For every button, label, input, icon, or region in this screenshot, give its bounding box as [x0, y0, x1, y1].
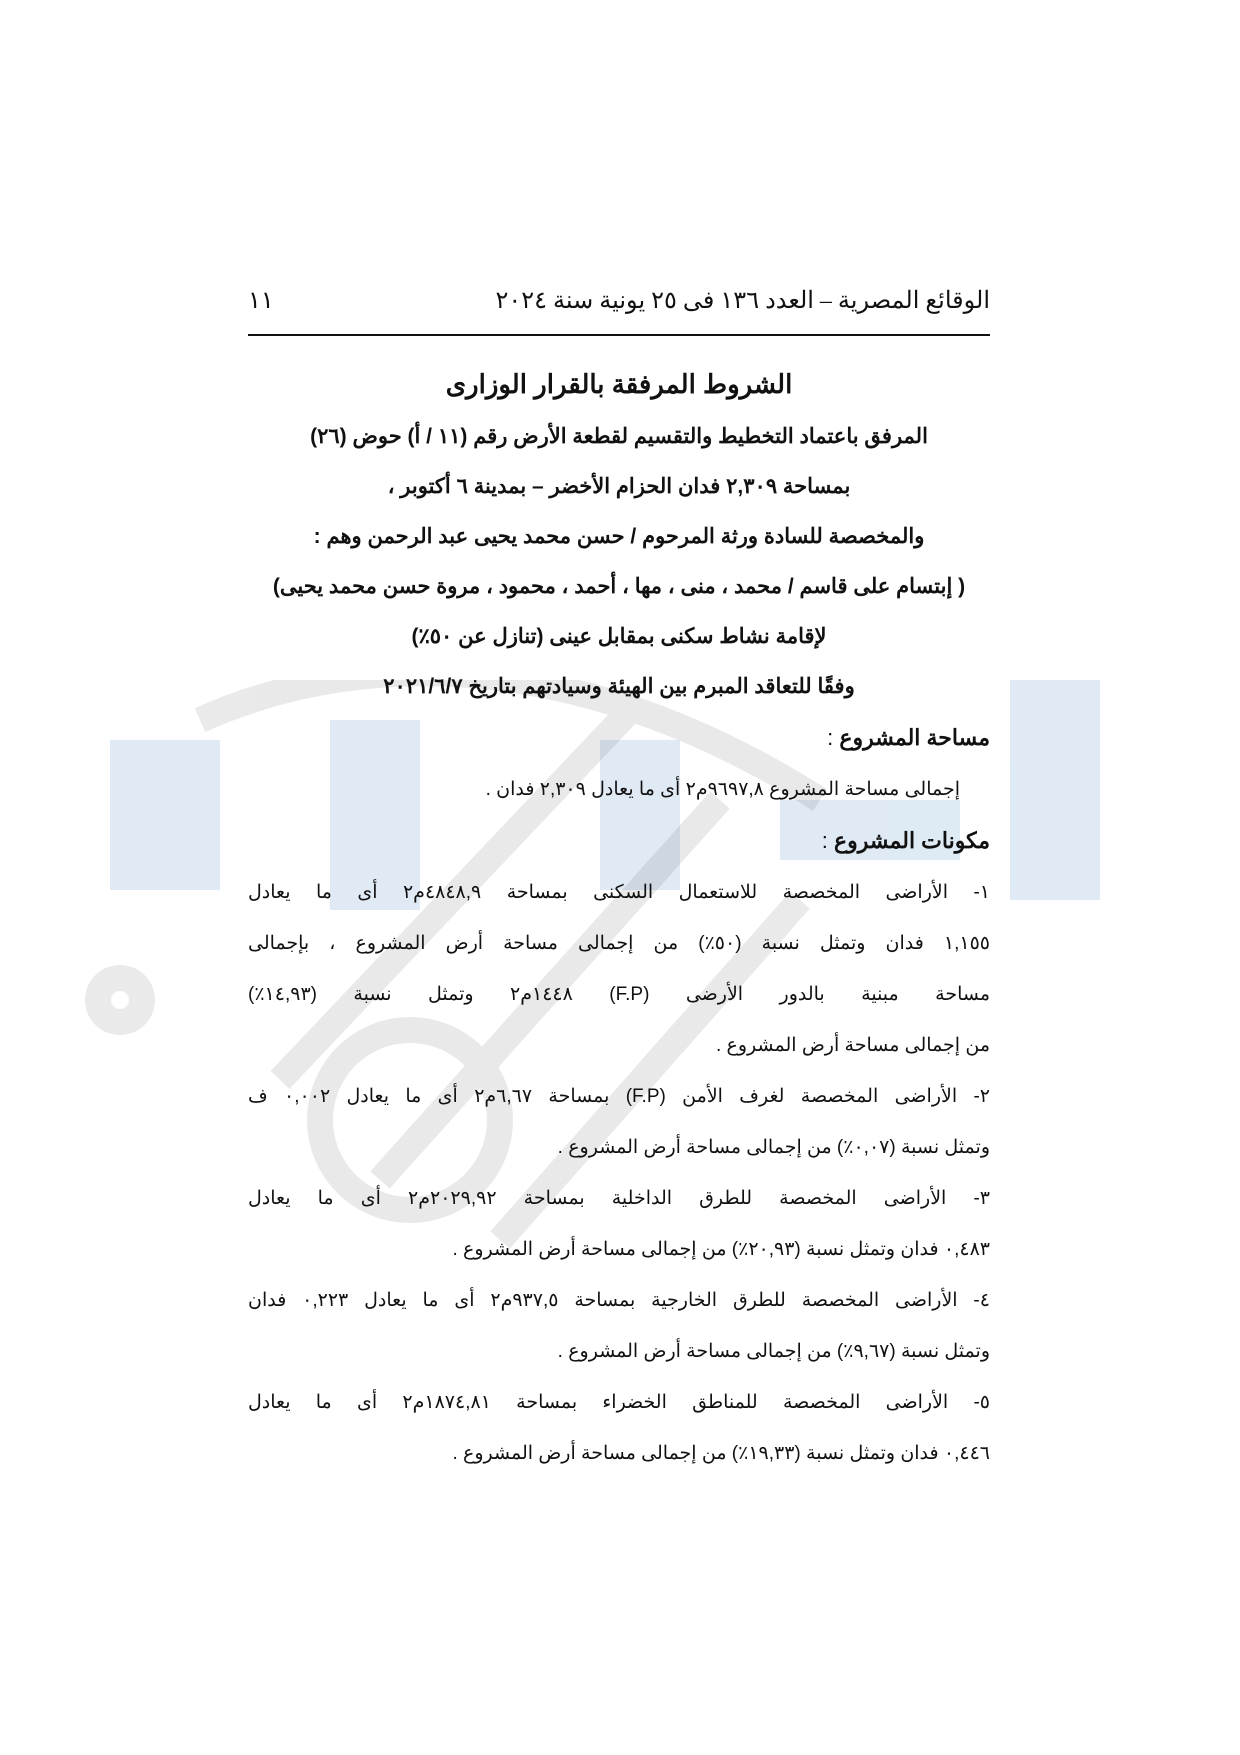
section-heading-project-area	[248, 712, 990, 764]
page-number: ١١	[248, 288, 274, 314]
component-line: وتمثل نسبة (٠,٠٧٪) من إجمالى مساحة أرض المشروع .	[557, 1137, 990, 1158]
main-title: الشروط المرفقة بالقرار الوزارى	[445, 369, 793, 399]
intro-line: لإقامة نشاط سكنى بمقابل عينى (تنازل عن ٥٠٪)	[411, 625, 827, 648]
intro-line: وفقًا للتعاقد المبرم بين الهيئة وسيادتهم بتاريخ ٢٠٢١/٦/٧	[383, 675, 855, 698]
project-area-text: إجمالى مساحة المشروع ٩٦٩٧,٨م٢ أى ما يعادل ٢,٣٠٩ فدان .	[485, 779, 960, 800]
document-body	[248, 360, 990, 1479]
component-item-3	[248, 1173, 990, 1275]
project-area-paragraph	[248, 764, 990, 815]
component-line: ٢- الأراضى المخصصة لغرف الأمن (F.P) بمساحة ٦,٦٧م٢ أى ما يعادل ٠,٠٠٢ ف	[248, 1086, 990, 1107]
component-item-5	[248, 1377, 990, 1479]
section-heading-text: مكونات المشروع	[834, 828, 990, 853]
component-item-1	[248, 867, 990, 1071]
intro-line: والمخصصة للسادة ورثة المرحوم / حسن محمد يحيى عبد الرحمن وهم :	[313, 525, 925, 548]
component-item-4	[248, 1275, 990, 1377]
header-divider	[248, 334, 990, 336]
component-item-2	[248, 1071, 990, 1173]
intro-line: ( إبتسام على قاسم / محمد ، منى ، مها ، أحمد ، محمود ، مروة حسن محمد يحيى)	[272, 575, 966, 598]
component-line: مساحة مبنية بالدور الأرضى (F.P) ١٤٤٨م٢ وتمثل نسبة (١٤,٩٣٪)	[248, 984, 990, 1005]
gazette-title: الوقائع المصرية – العدد ١٣٦ فى ٢٥ يونية سنة ٢٠٢٤	[495, 288, 990, 314]
section-heading-colon: :	[821, 828, 828, 853]
component-line: ٠,٤٨٣ فدان وتمثل نسبة (٢٠,٩٣٪) من إجمالى مساحة أرض المشروع .	[452, 1239, 990, 1260]
intro-line: المرفق باعتماد التخطيط والتقسيم لقطعة الأرض رقم (١١ / أ) حوض (٢٦)	[310, 425, 928, 448]
section-heading-colon: :	[827, 725, 834, 750]
component-line: وتمثل نسبة (٩,٦٧٪) من إجمالى مساحة أرض المشروع .	[557, 1341, 990, 1362]
intro-line: بمساحة ٢,٣٠٩ فدان الحزام الأخضر – بمدينة ٦ أكتوبر ،	[387, 475, 851, 498]
section-heading-components	[248, 815, 990, 867]
component-line: ٠,٤٤٦ فدان وتمثل نسبة (١٩,٣٣٪) من إجمالى مساحة أرض المشروع .	[452, 1443, 990, 1464]
component-line: ٣- الأراضى المخصصة للطرق الداخلية بمساحة ٢٠٢٩,٩٢م٢ أى ما يعادل	[248, 1188, 990, 1209]
component-line: ٤- الأراضى المخصصة للطرق الخارجية بمساحة ٩٣٧,٥م٢ أى ما يعادل ٠,٢٢٣ فدان	[248, 1290, 990, 1311]
section-heading-text: مساحة المشروع	[839, 725, 990, 750]
page-header	[248, 282, 990, 322]
component-line: من إجمالى مساحة أرض المشروع .	[715, 1035, 990, 1056]
component-line: ٥- الأراضى المخصصة للمناطق الخضراء بمساحة ١٨٧٤,٨١م٢ أى ما يعادل	[248, 1392, 990, 1413]
component-line: ١,١٥٥ فدان وتمثل نسبة (٥٠٪) من إجمالى مساحة أرض المشروع ، بإجمالى	[248, 933, 990, 954]
component-line: ١- الأراضى المخصصة للاستعمال السكنى بمساحة ٤٨٤٨,٩م٢ أى ما يعادل	[248, 882, 990, 903]
